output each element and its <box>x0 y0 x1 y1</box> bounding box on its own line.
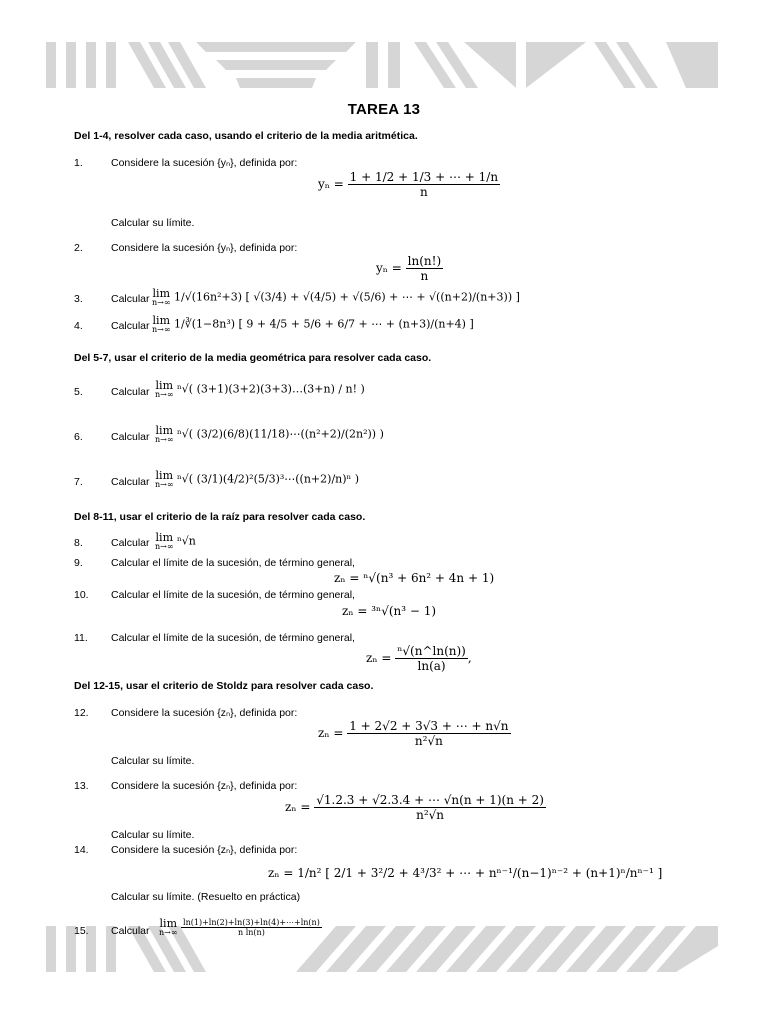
section-heading-1: Del 1-4, resolver cada caso, usando el criterio de la media aritmética. <box>74 130 418 142</box>
formula-15: lim n→∞ $\frac{\ln(1)+\ln(2)+\ln(3)+\ln(4)+\cdots+\ln(n)}{\text{n ln(n)}}$ <box>159 917 320 937</box>
item-number-5: 5. <box>74 386 83 398</box>
item-number-11: 11. <box>74 632 88 644</box>
item-text-9: Calcular el límite de la sucesión, de término general, <box>111 557 355 569</box>
item-number-10: 10. <box>74 589 89 601</box>
item-text-13: Considere la sucesión {zₙ}, definida por: <box>111 780 298 792</box>
formula-9: zₙ = ⁿ√(n³ + 6n² + 4n + 1) <box>334 571 495 585</box>
item-calc-13: Calcular su límite. <box>111 829 195 841</box>
item-text-10: Calcular el límite de la sucesión, de término general, <box>111 589 355 601</box>
section-heading-4: Del 12-15, usar el criterio de Stoldz para resolver cada caso. <box>74 680 374 692</box>
formula-2: yₙ = $\frac{\ln(n!)}{n}$ <box>376 254 442 283</box>
item-text-14: Considere la sucesión {zₙ}, definida por: <box>111 844 298 856</box>
decorative-stripe-banner-top <box>46 42 718 88</box>
item-text-3: Calcular <box>111 293 150 305</box>
item-number-2: 2. <box>74 242 83 254</box>
item-text-11: Calcular el límite de la sucesión, de término general, <box>111 632 355 644</box>
item-text-7: Calcular <box>111 476 150 488</box>
formula-10: zₙ = ³ⁿ√(n³ − 1) <box>342 604 437 618</box>
item-number-4: 4. <box>74 320 83 332</box>
item-calc-14: Calcular su límite. (Resuelto en práctica) <box>111 891 301 903</box>
item-number-12: 12. <box>74 707 89 719</box>
item-number-3: 3. <box>74 293 83 305</box>
item-number-9: 9. <box>74 557 83 569</box>
item-calc-12: Calcular su límite. <box>111 755 195 767</box>
item-text-5: Calcular <box>111 386 150 398</box>
item-text-15: Calcular <box>111 925 150 937</box>
section-heading-2: Del 5-7, usar el criterio de la media geométrica para resolver cada caso. <box>74 352 432 364</box>
item-text-1: Considere la sucesión {yₙ}, definida por: <box>111 157 298 169</box>
item-text-6: Calcular <box>111 431 150 443</box>
formula-8: lim n→∞ ⁿ√n <box>155 531 196 551</box>
item-number-14: 14. <box>74 844 89 856</box>
item-number-1: 1. <box>74 157 83 169</box>
section-heading-3: Del 8-11, usar el criterio de la raíz para resolver cada caso. <box>74 511 366 523</box>
formula-12: zₙ = $\frac{1 + 2√2 + 3√3 + \cdots + n√n}{\text{n²√n}}$ <box>318 719 509 748</box>
formula-5: lim n→∞ ⁿ√( (3+1)(3+2)(3+3)…(3+n) / n! ) <box>155 379 365 399</box>
item-number-7: 7. <box>74 476 83 488</box>
item-calc-1: Calcular su límite. <box>111 217 195 229</box>
item-text-2: Considere la sucesión {yₙ}, definida por: <box>111 242 298 254</box>
formula-3: lim n→∞ 1/√(16n²+3) [ √(3/4) + √(4/5) + √(5/6) + ⋯ + √((n+2)/(n+3)) ] <box>152 287 520 307</box>
item-text-8: Calcular <box>111 537 150 549</box>
item-text-12: Considere la sucesión {zₙ}, definida por: <box>111 707 298 719</box>
formula-11: zₙ = $\frac{\text{ⁿ√(n\textasciicircum{}ln(n))}}{\ln(a)}$ , <box>366 644 472 673</box>
formula-6: lim n→∞ ⁿ√( (3/2)(6/8)(11/18)⋯((n²+2)/(2n²)) ) <box>155 424 384 444</box>
item-number-15: 15. <box>74 925 89 937</box>
formula-14: zₙ = 1/n² [ 2/1 + 3²/2 + 4³/3² + ⋯ + nⁿ⁻¹/(n−1)ⁿ⁻² + (n+1)ⁿ/nⁿ⁻¹ ] <box>268 866 663 880</box>
page-title: TAREA 13 <box>347 101 421 118</box>
item-number-8: 8. <box>74 537 83 549</box>
item-text-4: Calcular <box>111 320 150 332</box>
formula-4: lim n→∞ 1/∛(1−8n³) [ 9 + 4/5 + 5/6 + 6/7 + ⋯ + (n+3)/(n+4) ] <box>152 314 474 334</box>
formula-1: yₙ = $\frac{1 + 1/2 + 1/3 + \cdots + 1/n}{n}$ <box>318 170 499 199</box>
formula-7: lim n→∞ ⁿ√( (3/1)(4/2)²(5/3)³⋯((n+2)/n)ⁿ ) <box>155 469 360 489</box>
formula-13: zₙ = $\frac{√1.2.3 + √2.3.4 + \cdots √n(n + 1)(n + 2)}{\text{n²√n}}$ <box>285 793 544 822</box>
item-number-6: 6. <box>74 431 83 443</box>
item-number-13: 13. <box>74 780 89 792</box>
